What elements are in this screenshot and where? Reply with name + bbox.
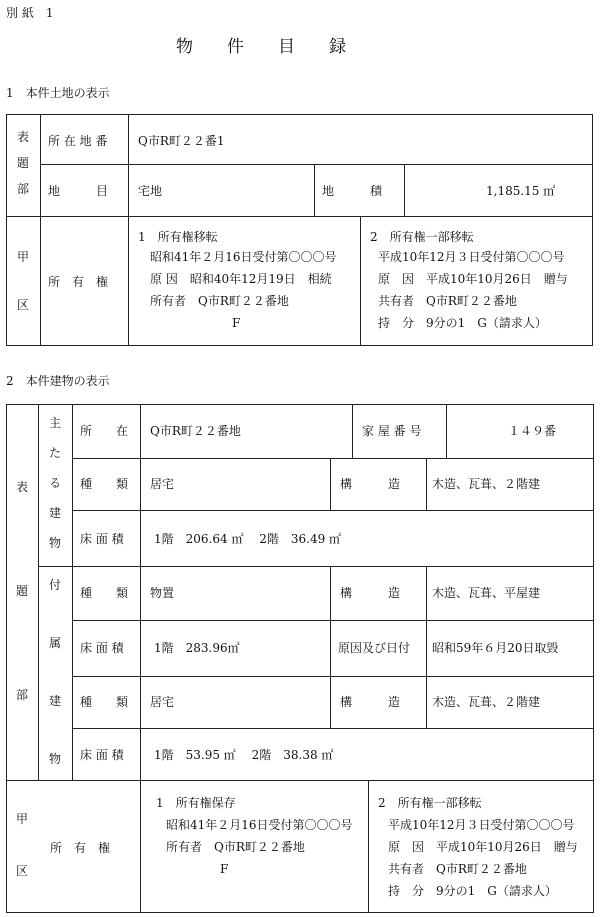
main-floor-label: 床 面 積 (80, 532, 124, 546)
building-kou-label: 甲 区 (15, 812, 28, 878)
annex-structure2-value: 木造、瓦葺、２階建 (432, 695, 541, 709)
document-title: 物 件 目 録 (176, 37, 346, 57)
building-hyoudaibu-label: 表 題 部 (15, 480, 28, 702)
annex-cause-value: 昭和59年６月20日取毀 (432, 641, 559, 655)
house-number-value: １４９番 (508, 424, 557, 438)
building-owner-label: 所 有 権 (50, 841, 111, 855)
annex-floor1-label: 床 面 積 (80, 641, 124, 655)
land-category-label: 地 目 (48, 184, 109, 198)
building-heading: 2 本件建物の表示 (6, 374, 110, 388)
main-type-value: 居宅 (150, 477, 175, 491)
attachment-label: 別 紙 1 (6, 6, 54, 20)
land-location-label: 所 在 地 番 (48, 134, 108, 148)
land-area-label: 地 積 (322, 184, 383, 198)
annex-floor2-value: 1階 53.95 ㎡ 2階 38.38 ㎡ (154, 748, 334, 762)
main-structure-value: 木造、瓦葺、２階建 (432, 477, 541, 491)
main-structure-label: 構 造 (340, 477, 401, 491)
annex-structure1-label: 構 造 (340, 586, 401, 600)
annex-floor1-value: 1階 283.96㎡ (154, 641, 240, 655)
annex-floor2-label: 床 面 積 (80, 748, 124, 762)
annex-building-label: 付 属 建 物 (48, 578, 61, 766)
land-hyoudaibu-label: 表 題 部 (16, 130, 29, 196)
annex-type1-value: 物置 (150, 586, 175, 600)
annex-type2-value: 居宅 (150, 695, 175, 709)
land-location-value: Q市R町２２番1 (138, 134, 225, 148)
annex-type2-label: 種 類 (80, 695, 129, 709)
annex-structure1-value: 木造、瓦葺、平屋建 (432, 586, 541, 600)
house-number-label: 家 屋 番 号 (362, 424, 422, 438)
main-type-label: 種 類 (80, 477, 129, 491)
land-owner-label: 所 有 権 (48, 275, 109, 289)
annex-type1-label: 種 類 (80, 586, 129, 600)
annex-structure2-label: 構 造 (340, 695, 401, 709)
annex-cause-label: 原因及び日付 (338, 641, 411, 655)
main-floor-value: 1階 206.64 ㎡ 2階 36.49 ㎡ (154, 532, 342, 546)
land-kou-label: 甲 区 (16, 250, 29, 312)
main-building-label: 主 た る 建 物 (48, 416, 61, 550)
land-heading: 1 本件土地の表示 (6, 86, 110, 100)
land-area-value: 1,185.15 ㎡ (486, 184, 556, 198)
land-category-value: 宅地 (138, 184, 163, 198)
main-location-value: Q市R町２２番地 (150, 424, 241, 438)
main-location-label: 所 在 (80, 424, 129, 438)
